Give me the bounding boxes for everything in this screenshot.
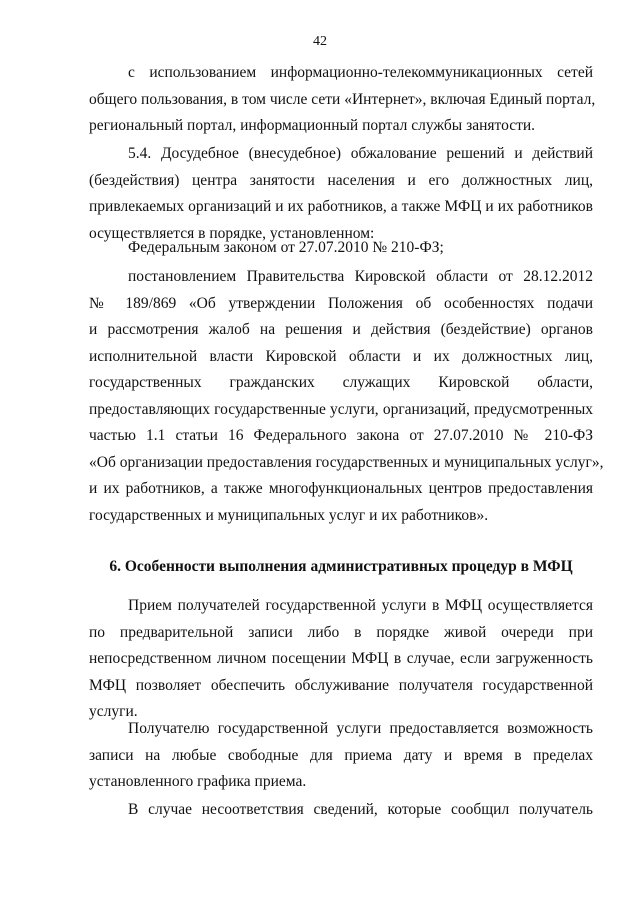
resolution-line-1: постановлением Правительства Кировской области от 28.12.2012: [128, 268, 593, 285]
law-reference-line: Федеральным законом от 27.07.2010 № 210-ФЗ;: [128, 239, 444, 256]
intro-line-3: региональный портал, информационный портал службы занятости.: [89, 117, 536, 134]
resolution-paragraph: [89, 264, 604, 529]
section-6-paragraph-2: [89, 716, 593, 796]
para3-line-1: В случае несоответствия сведений, которые сообщил получатель: [128, 801, 593, 818]
clause-5-4-line-1: 5.4. Досудебное (внесудебное) обжалование решений и действий: [128, 145, 593, 162]
para2-line-2: записи на любые свободные для приема дату и время в пределах: [89, 746, 593, 764]
resolution-line-8: «Об организации предоставления государственных и муниципальных услуг»,: [89, 453, 604, 471]
page-number: 42: [313, 34, 327, 49]
intro-line-2: общего пользования, в том числе сети «Интернет», включая Единый портал,: [89, 90, 596, 108]
resolution-line-4: исполнительной власти Кировской области и их должностных лиц,: [89, 347, 593, 365]
resolution-line-10: государственных и муниципальных услуг и их работников».: [89, 506, 489, 524]
para1-line-2: по предварительной записи либо в порядке живой очереди при: [89, 623, 593, 641]
para2-line-1: Получателю государственной услуги предоставляется возможность: [128, 720, 593, 737]
para1-line-3: непосредственном личном посещении МФЦ в случае, если загруженность: [89, 650, 593, 667]
resolution-line-6: предоставляющих государственные услуги, организаций, предусмотренных: [89, 400, 593, 418]
clause-5-4-paragraph: [89, 141, 593, 247]
intro-paragraph: [89, 60, 596, 140]
resolution-line-3: и рассмотрения жалоб на решения и действия (бездействие) органов: [89, 321, 593, 338]
section-6-paragraph-3: [89, 797, 593, 824]
law-reference-paragraph: [89, 235, 593, 262]
resolution-line-2: № 189/869 «Об утверждении Положения об особенностях подачи: [89, 294, 593, 312]
section-6-heading: 6. Особенности выполнения административных процедур в МФЦ: [109, 558, 573, 575]
para2-line-3: установленного графика приема.: [89, 773, 307, 790]
clause-5-4-line-4: осуществляется в порядке, установленном:: [89, 224, 375, 242]
resolution-line-5: государственных гражданских служащих Кировской области,: [89, 374, 593, 391]
resolution-line-9: и их работников, а также многофункциональных центров предоставления: [89, 480, 593, 497]
para1-line-1: Прием получателей государственной услуги в МФЦ осуществляется: [128, 597, 593, 614]
para1-line-5: услуги.: [89, 703, 138, 720]
intro-line-1: с использованием информационно-телекоммуникационных сетей: [128, 64, 593, 81]
section-6-paragraph-1: [89, 593, 593, 726]
clause-5-4-line-2: (бездействия) центра занятости населения и его должностных лиц,: [89, 171, 593, 189]
para1-line-4: МФЦ позволяет обеспечить обслуживание получателя государственной: [89, 676, 593, 694]
clause-5-4-line-3: привлекаемых организаций и их работников, а также МФЦ и их работников: [89, 198, 593, 215]
resolution-line-7: частью 1.1 статьи 16 Федерального закона от 27.07.2010 № 210-ФЗ: [89, 427, 593, 444]
